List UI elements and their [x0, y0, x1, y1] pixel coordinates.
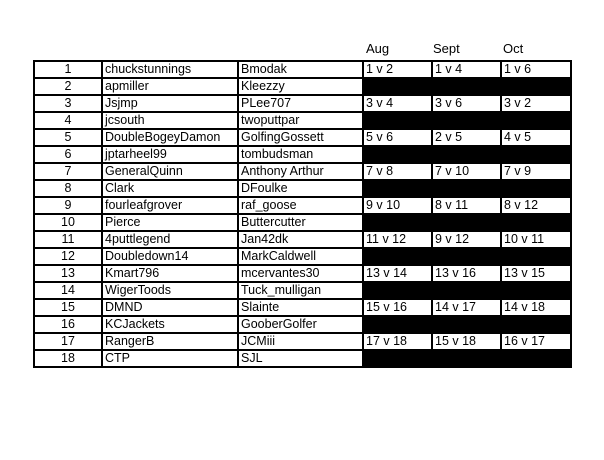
player-one: fourleafgrover: [102, 197, 238, 214]
team-number: 12: [34, 248, 102, 265]
table-row: [34, 78, 571, 95]
player-two: GolfingGossett: [238, 129, 363, 146]
blackout-cell: [432, 78, 501, 95]
player-two: GooberGolfer: [238, 316, 363, 333]
player-one: jcsouth: [102, 112, 238, 129]
player-two: Buttercutter: [238, 214, 363, 231]
table-row: [34, 350, 571, 367]
matchup-cell: 2 v 5: [432, 129, 501, 146]
team-number: 14: [34, 282, 102, 299]
month-label-oct: Oct: [503, 41, 524, 56]
player-one: KCJackets: [102, 316, 238, 333]
matchup-cell: 7 v 8: [363, 163, 432, 180]
blackout-cell: [432, 112, 501, 129]
matchup-cell: 15 v 18: [432, 333, 501, 350]
blackout-cell: [432, 180, 501, 197]
matchup-cell: 13 v 14: [363, 265, 432, 282]
team-number: 6: [34, 146, 102, 163]
month-header: [0, 41, 604, 59]
player-one: Pierce: [102, 214, 238, 231]
matchup-cell: 5 v 6: [363, 129, 432, 146]
player-one: Jsjmp: [102, 95, 238, 112]
blackout-cell: [501, 214, 571, 231]
matchup-cell: 9 v 12: [432, 231, 501, 248]
table-row: [34, 299, 571, 316]
blackout-cell: [363, 316, 432, 333]
team-number: 9: [34, 197, 102, 214]
blackout-cell: [363, 282, 432, 299]
blackout-cell: [363, 146, 432, 163]
month-label-aug: Aug: [366, 41, 390, 56]
player-two: Bmodak: [238, 61, 363, 78]
team-number: 7: [34, 163, 102, 180]
player-one: DoubleBogeyDamon: [102, 129, 238, 146]
player-one: jptarheel99: [102, 146, 238, 163]
matchup-cell: 11 v 12: [363, 231, 432, 248]
player-two: mcervantes30: [238, 265, 363, 282]
player-two: JCMiii: [238, 333, 363, 350]
matchup-cell: 1 v 4: [432, 61, 501, 78]
blackout-cell: [363, 180, 432, 197]
blackout-cell: [501, 112, 571, 129]
matchup-cell: 9 v 10: [363, 197, 432, 214]
table-row: [34, 231, 571, 248]
player-two: PLee707: [238, 95, 363, 112]
blackout-cell: [501, 146, 571, 163]
blackout-cell: [363, 350, 432, 367]
team-number: 2: [34, 78, 102, 95]
blackout-cell: [501, 180, 571, 197]
matchup-cell: 17 v 18: [363, 333, 432, 350]
table-row: [34, 180, 571, 197]
table-row: [34, 197, 571, 214]
team-number: 4: [34, 112, 102, 129]
matchup-cell: 3 v 6: [432, 95, 501, 112]
blackout-cell: [432, 282, 501, 299]
table-row: [34, 112, 571, 129]
table-row: [34, 95, 571, 112]
matchup-cell: 3 v 4: [363, 95, 432, 112]
player-one: apmiller: [102, 78, 238, 95]
matchup-cell: 1 v 6: [501, 61, 571, 78]
month-label-sept: Sept: [433, 41, 460, 56]
player-one: Clark: [102, 180, 238, 197]
player-two: SJL: [238, 350, 363, 367]
matchup-cell: 4 v 5: [501, 129, 571, 146]
blackout-cell: [363, 112, 432, 129]
blackout-cell: [363, 78, 432, 95]
team-number: 16: [34, 316, 102, 333]
table-row: [34, 214, 571, 231]
table-row: [34, 163, 571, 180]
schedule-body: [34, 61, 571, 367]
player-two: Jan42dk: [238, 231, 363, 248]
matchup-cell: 16 v 17: [501, 333, 571, 350]
player-one: RangerB: [102, 333, 238, 350]
matchup-cell: 8 v 11: [432, 197, 501, 214]
blackout-cell: [432, 248, 501, 265]
team-number: 17: [34, 333, 102, 350]
blackout-cell: [363, 248, 432, 265]
blackout-cell: [363, 214, 432, 231]
matchup-cell: 7 v 10: [432, 163, 501, 180]
table-row: [34, 316, 571, 333]
team-number: 13: [34, 265, 102, 282]
table-row: [34, 265, 571, 282]
matchup-cell: 13 v 15: [501, 265, 571, 282]
team-number: 15: [34, 299, 102, 316]
team-number: 10: [34, 214, 102, 231]
matchup-cell: 8 v 12: [501, 197, 571, 214]
blackout-cell: [432, 146, 501, 163]
table-row: [34, 333, 571, 350]
matchup-cell: 10 v 11: [501, 231, 571, 248]
table-row: [34, 129, 571, 146]
player-two: tombudsman: [238, 146, 363, 163]
team-number: 3: [34, 95, 102, 112]
player-two: raf_goose: [238, 197, 363, 214]
team-number: 8: [34, 180, 102, 197]
team-number: 11: [34, 231, 102, 248]
player-two: DFoulke: [238, 180, 363, 197]
player-one: chuckstunnings: [102, 61, 238, 78]
blackout-cell: [432, 350, 501, 367]
matchup-cell: 14 v 18: [501, 299, 571, 316]
blackout-cell: [501, 248, 571, 265]
table-row: [34, 61, 571, 78]
player-one: Kmart796: [102, 265, 238, 282]
player-two: Kleezzy: [238, 78, 363, 95]
team-number: 18: [34, 350, 102, 367]
player-one: WigerToods: [102, 282, 238, 299]
blackout-cell: [501, 282, 571, 299]
matchup-cell: 3 v 2: [501, 95, 571, 112]
player-one: 4puttlegend: [102, 231, 238, 248]
player-two: twoputtpar: [238, 112, 363, 129]
matchup-cell: 1 v 2: [363, 61, 432, 78]
player-two: Tuck_mulligan: [238, 282, 363, 299]
blackout-cell: [432, 214, 501, 231]
blackout-cell: [501, 316, 571, 333]
team-number: 5: [34, 129, 102, 146]
schedule-table: [33, 60, 572, 368]
matchup-cell: 15 v 16: [363, 299, 432, 316]
blackout-cell: [432, 316, 501, 333]
player-one: DMND: [102, 299, 238, 316]
table-row: [34, 282, 571, 299]
matchup-cell: 7 v 9: [501, 163, 571, 180]
table-row: [34, 146, 571, 163]
player-two: Anthony Arthur: [238, 163, 363, 180]
table-row: [34, 248, 571, 265]
matchup-cell: 14 v 17: [432, 299, 501, 316]
matchup-cell: 13 v 16: [432, 265, 501, 282]
player-two: MarkCaldwell: [238, 248, 363, 265]
player-one: Doubledown14: [102, 248, 238, 265]
player-one: CTP: [102, 350, 238, 367]
player-two: Slainte: [238, 299, 363, 316]
player-one: GeneralQuinn: [102, 163, 238, 180]
blackout-cell: [501, 78, 571, 95]
blackout-cell: [501, 350, 571, 367]
team-number: 1: [34, 61, 102, 78]
